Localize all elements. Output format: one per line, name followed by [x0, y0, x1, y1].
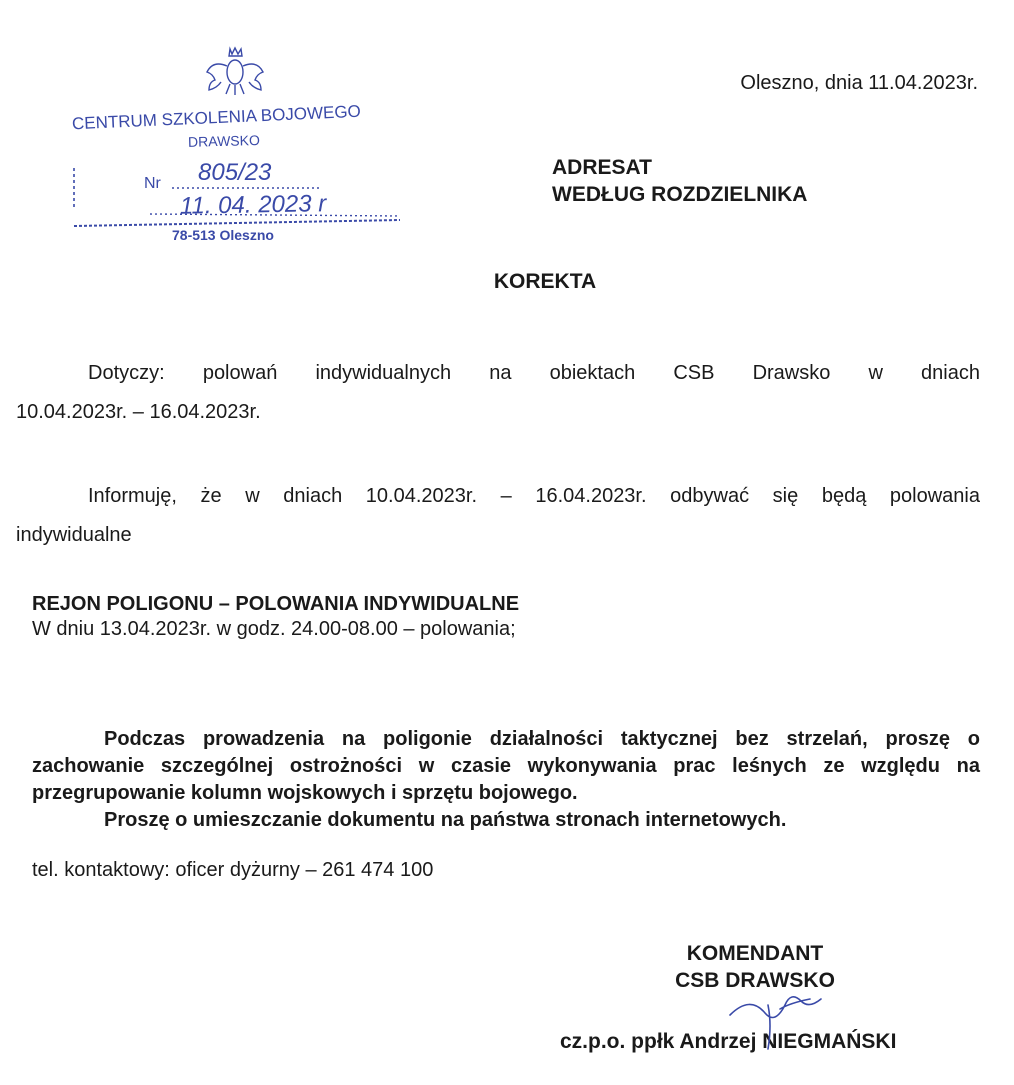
- stamp-nr-value: 805/23: [198, 159, 272, 186]
- contact-line: tel. kontaktowy: oficer dyżurny – 261 474 100: [32, 859, 434, 881]
- eagle-emblem-icon: [207, 48, 263, 95]
- handwritten-signature: [720, 975, 840, 1055]
- signature-unit: CSB DRAWSKO: [675, 969, 835, 992]
- subject-line-2: 10.04.2023r. – 16.04.2023r.: [16, 401, 261, 423]
- subject-line-1: [16, 354, 980, 393]
- stamp-postcode: 78-513 Oleszno: [172, 227, 274, 243]
- region-section: [32, 592, 519, 642]
- registry-stamp: [60, 40, 420, 250]
- subject-label: Dotyczy:: [88, 362, 165, 384]
- document-title: KOREKTA: [493, 270, 597, 293]
- subject-text: polowań indywidualnych na obiektach CSB Drawsko w dniach: [164, 362, 980, 384]
- region-heading: REJON POLIGONU – POLOWANIA INDYWIDUALNE: [32, 593, 520, 615]
- addressee-line-2: WEDŁUG ROZDZIELNIKA: [552, 183, 808, 206]
- stamp-city: DRAWSKO: [187, 131, 261, 150]
- stamp-nr-label: Nr: [144, 175, 161, 192]
- info-line-2: indywidualne: [16, 524, 132, 546]
- subject-paragraph: [16, 354, 980, 432]
- signature-role: KOMENDANT: [686, 942, 824, 965]
- warning-paragraph-2: Proszę o umieszczanie dokumentu na państwa stronach internetowych.: [104, 809, 787, 831]
- warning-paragraph-1: Podczas prowadzenia na poligonie działalności taktycznej bez strzelań, proszę o zachowanie szczególnej ostrożności w czasie wykonywania prac leśnych ze względu na przegrupowanie kolumn wojskowych i sprzętu bojowego.: [32, 728, 980, 804]
- stamp-date-value: 11. 04. 2023 r: [179, 190, 327, 220]
- info-line-1: Informuję, że w dniach 10.04.2023r. – 16.04.2023r. odbywać się będą polowania: [88, 485, 980, 507]
- addressee-line-1: ADRESAT: [552, 156, 652, 179]
- place-and-date: Oleszno, dnia 11.04.2023r.: [740, 72, 978, 94]
- addressee-block: [552, 154, 807, 208]
- warning-section: [32, 726, 980, 834]
- stamp-institution: CENTRUM SZKOLENIA BOJOWEGO: [71, 101, 362, 134]
- info-paragraph: [16, 477, 980, 555]
- region-detail: W dniu 13.04.2023r. w godz. 24.00-08.00 – polowania;: [32, 618, 516, 640]
- signature-name: cz.p.o. ppłk Andrzej NIEGMAŃSKI: [560, 1030, 897, 1053]
